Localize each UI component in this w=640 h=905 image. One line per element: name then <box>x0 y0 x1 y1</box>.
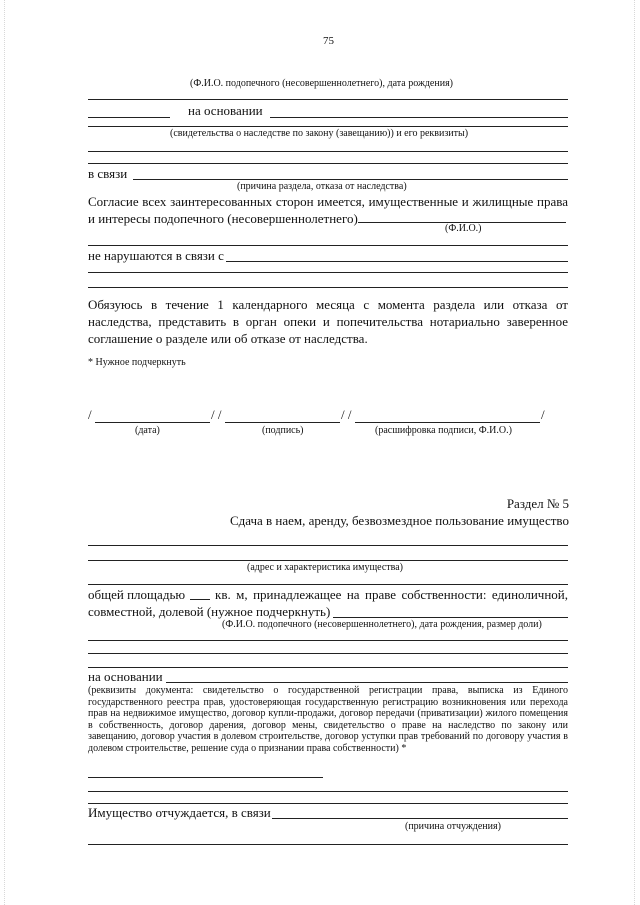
blank-line <box>333 617 568 618</box>
caption-certificate: (свидетельства о наследстве по закону (завещанию)) и его реквизиты) <box>170 128 469 139</box>
page-number: 75 <box>323 35 334 47</box>
blank-line <box>88 163 568 164</box>
obligation-text: Обязуюсь в течение 1 календарного месяца с момента раздела или отказа от наследства, представить в орган опеки и попечительства нотариально заверенное соглашение о разделе или об отказе от наследства. <box>88 297 568 346</box>
blank-line <box>88 287 568 288</box>
date-line <box>95 422 210 423</box>
sig-transcript-caption: (расшифровка подписи, Ф.И.О.) <box>375 425 512 436</box>
area-text-1: общей площадью <box>88 587 186 602</box>
ownership-text: совместной, долевой (нужное подчеркнуть) <box>88 604 331 619</box>
in-connection-label: в связи <box>88 166 128 181</box>
transcript-line <box>355 422 540 423</box>
sig-date-caption: (дата) <box>135 425 160 436</box>
slash: / / <box>341 407 352 422</box>
on-basis-label-2: на основании <box>88 669 163 684</box>
blank-line <box>88 640 568 641</box>
area-blank <box>190 599 210 600</box>
blank-line <box>270 117 568 118</box>
footnote: * Нужное подчеркнуть <box>88 357 186 368</box>
signature-line <box>225 422 340 423</box>
blank-line <box>88 844 568 845</box>
caption-fio-dob-share: (Ф.И.О. подопечного (несовершеннолетнего), дата рождения, размер доли) <box>222 619 542 630</box>
not-violated-label: не нарушаются в связи с <box>88 248 224 263</box>
blank-line <box>88 151 568 152</box>
blank-line <box>88 126 568 127</box>
blank-line <box>88 245 568 246</box>
document-requisites: (реквизиты документа: свидетельство о государственной регистрации права, выписка из Единого государственного реестра прав, удостоверяющая государственную регистрацию возникновения или перехода прав на недвижимое имущество, договор купли-продажи, договор передачи (приватизации) жилого помещения в собственность, договор дарения, договор мены, свидетельство о праве на наследство по закону или завещанию, договор участия в долевом строительстве, договор уступки прав требований по договору участия в долевом строительстве, решение суда о признании права собственности) * <box>88 685 568 754</box>
caption-fio-dob: (Ф.И.О. подопечного (несовершеннолетнего), дата рождения) <box>190 78 454 89</box>
blank-line <box>166 682 568 683</box>
blank-line <box>133 179 568 180</box>
blank-line <box>88 560 568 561</box>
area-text-2: кв. м, принадлежащее на праве собственности: единоличной, <box>215 587 568 602</box>
caption-fio: (Ф.И.О.) <box>445 223 482 234</box>
caption-address: (адрес и характеристика имущества) <box>247 562 404 573</box>
slash: / <box>88 407 92 422</box>
scan-edge-left <box>4 0 5 905</box>
blank-line <box>88 791 568 792</box>
blank-line <box>88 545 568 546</box>
section-title: Раздел № 5 <box>506 496 569 511</box>
blank-line <box>88 99 568 100</box>
blank-line <box>88 667 568 668</box>
blank-line <box>226 261 568 262</box>
slash: / <box>541 407 545 422</box>
slash: / / <box>211 407 222 422</box>
consent-text: Согласие всех заинтересованных сторон имеется, имущественные и жилищные права и интересы подопечного (несовершеннолетнего) <box>88 194 568 226</box>
blank-line <box>272 818 568 819</box>
on-basis-label-1: на основании <box>188 103 263 118</box>
caption-alienation-reason: (причина отчуждения) <box>405 821 501 832</box>
blank-line <box>88 272 568 273</box>
blank-line <box>88 117 170 118</box>
section-subtitle: Сдача в наем, аренду, безвозмездное пользование имущество <box>229 513 569 528</box>
sig-signature-caption: (подпись) <box>262 425 304 436</box>
blank-line <box>88 584 568 585</box>
blank-line <box>88 803 568 804</box>
scan-edge-right <box>634 0 635 905</box>
blank-line <box>88 653 568 654</box>
alienation-label: Имущество отчуждается, в связи <box>88 805 271 820</box>
caption-reason-division: (причина раздела, отказа от наследства) <box>237 181 407 192</box>
blank-line <box>88 777 323 778</box>
